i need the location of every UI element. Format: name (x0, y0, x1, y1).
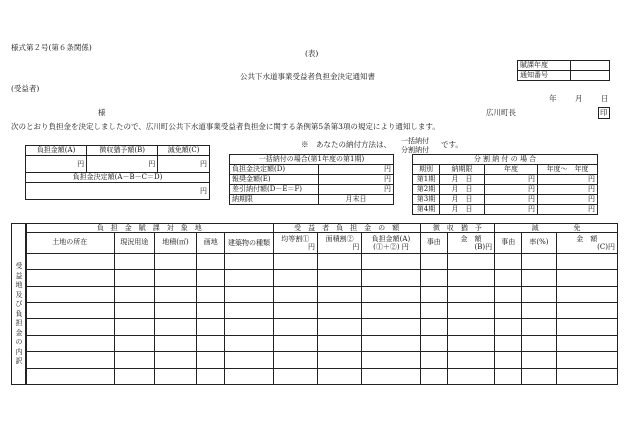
table-row (26, 352, 618, 368)
table-cell[interactable] (362, 352, 420, 368)
col-deferral-amount (447, 233, 494, 254)
table-cell[interactable] (522, 335, 556, 351)
table-cell[interactable] (154, 302, 196, 318)
table-cell[interactable] (317, 270, 361, 286)
table-cell[interactable] (420, 286, 447, 302)
burden-amount-label: 負担金額(A) (371, 234, 411, 243)
group-header-amount: 受 益 者 負 担 金 の 額 (273, 224, 420, 233)
table-cell[interactable] (197, 253, 225, 269)
col-deferral-reason: 事由 (420, 233, 447, 254)
yen-unit: 円 (401, 242, 409, 251)
detail-side-label: 受益地及び負担金の内訳 (15, 262, 23, 365)
lump-row-label: 差引納付額(D－E＝F) (230, 185, 319, 195)
table-cell[interactable] (317, 352, 361, 368)
table-cell[interactable] (114, 335, 154, 351)
deferral-amount-unit: (B)円 (474, 242, 493, 251)
table-cell[interactable] (556, 319, 617, 335)
front-side-label: (表) (305, 49, 319, 58)
lump-row-value: 円 (319, 175, 394, 185)
detail-table (25, 223, 618, 385)
table-cell[interactable] (197, 319, 225, 335)
notice-number-label: 通知番号 (518, 71, 571, 81)
table-cell[interactable] (362, 319, 420, 335)
reduction-amount-label: 金 額 (576, 234, 598, 243)
lump-deadline-label: 納期限 (230, 195, 319, 205)
installment-row (413, 205, 598, 215)
table-cell[interactable] (154, 335, 196, 351)
table-cell[interactable] (114, 302, 154, 318)
table-cell[interactable] (317, 319, 361, 335)
month-unit: 月 (451, 195, 459, 203)
table-cell[interactable] (154, 270, 196, 286)
table-cell[interactable] (362, 270, 420, 286)
period-deadline (440, 175, 485, 185)
table-cell[interactable] (317, 335, 361, 351)
period-amount-2: 円 (538, 175, 598, 185)
col-reduction-amount (556, 233, 617, 254)
table-cell[interactable] (447, 253, 494, 269)
table-cell[interactable] (197, 302, 225, 318)
yen-unit: 円 (200, 186, 207, 195)
table-cell[interactable] (273, 368, 317, 384)
table-cell[interactable] (273, 352, 317, 368)
table-cell[interactable] (420, 270, 447, 286)
form-number: 様式第２号(第６条関係) (11, 43, 92, 52)
decided-amount-value (26, 183, 210, 200)
table-row (26, 368, 618, 384)
area-share-label: 面積割② (325, 234, 354, 243)
detail-rows (26, 253, 618, 384)
official-seal-mark: 印 (600, 108, 608, 117)
table-cell[interactable] (495, 335, 522, 351)
table-cell[interactable] (362, 286, 420, 302)
table-cell[interactable] (26, 368, 115, 384)
day-unit: 日 (465, 205, 473, 213)
table-cell[interactable] (556, 352, 617, 368)
table-row (26, 253, 618, 269)
table-cell[interactable] (522, 270, 556, 286)
lump-row-label: 報奨金額(E) (230, 175, 319, 185)
table-cell[interactable] (154, 368, 196, 384)
month-unit: 月 (451, 175, 459, 183)
col-location: 土地の所在 (26, 233, 115, 254)
table-cell[interactable] (114, 319, 154, 335)
installment-title: 分 割 納 付 の 場 合 (413, 155, 598, 165)
table-cell[interactable] (362, 368, 420, 384)
payment-method-prefix: ※ あなたの納付方法は、 (301, 140, 391, 149)
table-cell[interactable] (114, 270, 154, 286)
fiscal-year-label: 賦課年度 (518, 61, 571, 71)
table-cell[interactable] (495, 352, 522, 368)
table-cell[interactable] (495, 286, 522, 302)
yen-unit: 円 (352, 242, 360, 251)
period-deadline (440, 205, 485, 215)
table-cell[interactable] (273, 253, 317, 269)
table-cell[interactable] (197, 368, 225, 384)
recipient-label: (受益者) (11, 84, 40, 93)
table-cell[interactable] (420, 352, 447, 368)
table-cell[interactable] (556, 286, 617, 302)
table-cell[interactable] (225, 270, 273, 286)
table-cell[interactable] (225, 302, 273, 318)
table-cell[interactable] (495, 319, 522, 335)
document-title: 公共下水道事業受益者負担金決定通知書 (240, 72, 375, 81)
installment-header: 年度 (485, 165, 538, 175)
table-cell[interactable] (317, 368, 361, 384)
col-burden-amount (362, 233, 420, 254)
fiscal-year-value (571, 61, 610, 71)
col-parcel: 画地 (197, 233, 225, 254)
table-row (26, 335, 618, 351)
table-cell[interactable] (522, 319, 556, 335)
deferral-amount-label: 金 額 (460, 234, 482, 243)
table-cell[interactable] (197, 335, 225, 351)
table-cell[interactable] (197, 270, 225, 286)
table-row (26, 302, 618, 318)
day-unit: 日 (465, 175, 473, 183)
table-cell[interactable] (522, 253, 556, 269)
equal-share-label: 均等割① (281, 234, 310, 243)
table-row (26, 286, 618, 302)
table-cell[interactable] (447, 352, 494, 368)
deferral-amount-value (87, 156, 158, 173)
table-cell[interactable] (26, 253, 115, 269)
table-cell[interactable] (273, 286, 317, 302)
month-unit: 月 (451, 185, 459, 193)
period-label: 第3期 (413, 195, 440, 205)
table-cell[interactable] (114, 352, 154, 368)
installment-table (412, 154, 598, 215)
table-cell[interactable] (273, 319, 317, 335)
table-cell[interactable] (114, 368, 154, 384)
payment-option-lump: 一括納付 (401, 137, 429, 145)
table-cell[interactable] (420, 319, 447, 335)
deferral-amount-header: 徴収猶予額(B) (87, 146, 158, 156)
table-cell[interactable] (26, 286, 115, 302)
yen-unit: 円 (307, 242, 315, 251)
group-header-land: 負 担 金 賦 課 対 象 地 (26, 224, 274, 233)
period-amount-2: 円 (538, 185, 598, 195)
group-header-reduction: 減 免 (495, 224, 618, 233)
reduction-amount-unit: (C)円 (597, 242, 615, 251)
period-deadline (440, 195, 485, 205)
honorific: 様 (98, 108, 106, 117)
table-cell[interactable] (225, 319, 273, 335)
installment-row (413, 185, 598, 195)
table-cell[interactable] (522, 302, 556, 318)
table-cell[interactable] (317, 302, 361, 318)
lump-row-value: 円 (319, 165, 394, 175)
table-cell[interactable] (26, 352, 115, 368)
installment-header: 納期限 (440, 165, 485, 175)
table-cell[interactable] (556, 335, 617, 351)
table-cell[interactable] (362, 302, 420, 318)
col-usage: 現況用途 (114, 233, 154, 254)
table-cell[interactable] (495, 253, 522, 269)
reduction-amount-header: 減免額(C) (158, 146, 210, 156)
payment-method-suffix: です。 (441, 140, 463, 149)
period-amount-1: 円 (485, 195, 538, 205)
yen-unit: 円 (148, 159, 156, 168)
table-cell[interactable] (225, 253, 273, 269)
period-label: 第1期 (413, 175, 440, 185)
table-cell[interactable] (362, 335, 420, 351)
table-cell[interactable] (447, 302, 494, 318)
table-cell[interactable] (225, 352, 273, 368)
period-deadline (440, 185, 485, 195)
col-reduction-rate: 率(%) (522, 233, 556, 254)
yen-unit: 円 (200, 159, 207, 168)
installment-header: 期別 (413, 165, 440, 175)
burden-amount-sub (364, 243, 417, 251)
period-label: 第4期 (413, 205, 440, 215)
table-row (26, 270, 618, 286)
table-cell[interactable] (556, 302, 617, 318)
table-cell[interactable] (556, 253, 617, 269)
table-cell[interactable] (317, 253, 361, 269)
table-cell[interactable] (522, 352, 556, 368)
table-cell[interactable] (154, 352, 196, 368)
table-cell[interactable] (447, 270, 494, 286)
table-cell[interactable] (225, 368, 273, 384)
lump-row-value: 円 (319, 185, 394, 195)
table-cell[interactable] (273, 335, 317, 351)
table-cell[interactable] (26, 335, 115, 351)
intro-text: 次のとおり負担金を決定しましたので、広川町公共下水道事業受益者負担金に関する条例第5条第3項の規定により通知します。 (11, 122, 440, 131)
table-cell[interactable] (556, 270, 617, 286)
table-cell[interactable] (447, 286, 494, 302)
table-row (26, 319, 618, 335)
lump-sum-table (229, 154, 394, 205)
day-unit: 日 (465, 195, 473, 203)
table-cell[interactable] (197, 286, 225, 302)
table-cell[interactable] (154, 319, 196, 335)
table-cell[interactable] (154, 253, 196, 269)
fiscal-year-notice-box (517, 60, 610, 81)
table-cell[interactable] (225, 335, 273, 351)
table-cell[interactable] (420, 253, 447, 269)
burden-amount-value (26, 156, 87, 173)
month-unit: 月 (451, 205, 459, 213)
col-area-share (317, 233, 361, 254)
table-cell[interactable] (495, 302, 522, 318)
installment-row (413, 175, 598, 185)
table-cell[interactable] (114, 286, 154, 302)
table-cell[interactable] (522, 368, 556, 384)
period-amount-1: 円 (485, 175, 538, 185)
installment-header: 年度～ 年度 (538, 165, 598, 175)
mayor-label: 広川町長 (486, 108, 516, 117)
period-label: 第2期 (413, 185, 440, 195)
date-year: 年 (549, 94, 557, 103)
col-building: 建築物の種類 (225, 233, 273, 254)
table-cell[interactable] (362, 253, 420, 269)
date-month: 月 (575, 94, 583, 103)
table-cell[interactable] (273, 270, 317, 286)
burden-formula: (①＋②) (373, 242, 400, 251)
table-cell[interactable] (273, 302, 317, 318)
decided-amount-header: 負担金決定額(A－B－C＝D) (26, 173, 210, 183)
burden-amount-header: 負担金額(A) (26, 146, 87, 156)
table-cell[interactable] (556, 368, 617, 384)
table-cell[interactable] (420, 368, 447, 384)
yen-unit: 円 (77, 159, 85, 168)
col-reduction-reason: 事由 (495, 233, 522, 254)
day-unit: 日 (465, 185, 473, 193)
table-cell[interactable] (225, 286, 273, 302)
notice-number-value (571, 71, 610, 81)
col-area: 地積(㎡) (154, 233, 196, 254)
table-cell[interactable] (317, 286, 361, 302)
lump-row-label: 負担金決定額(D) (230, 165, 319, 175)
reduction-amount-value (158, 156, 210, 173)
table-cell[interactable] (522, 286, 556, 302)
lump-deadline-value: 月末日 (319, 195, 394, 205)
period-amount-2: 円 (538, 205, 598, 215)
col-equal-share (273, 233, 317, 254)
installment-row (413, 195, 598, 205)
table-cell[interactable] (447, 335, 494, 351)
table-cell[interactable] (447, 319, 494, 335)
period-amount-1: 円 (485, 205, 538, 215)
table-cell[interactable] (495, 270, 522, 286)
lump-sum-title: 一括納付の場合(第1年度の第1期) (230, 155, 394, 165)
period-amount-2: 円 (538, 195, 598, 205)
table-cell[interactable] (154, 286, 196, 302)
payment-option-installment: 分割納付 (401, 146, 429, 154)
table-cell[interactable] (447, 368, 494, 384)
date-day: 日 (601, 94, 609, 103)
table-cell[interactable] (197, 352, 225, 368)
table-cell[interactable] (26, 302, 115, 318)
group-header-deferral: 徴 収 猶 予 (420, 224, 494, 233)
amount-table (25, 145, 210, 200)
table-cell[interactable] (26, 270, 115, 286)
table-cell[interactable] (420, 302, 447, 318)
table-cell[interactable] (420, 335, 447, 351)
table-cell[interactable] (495, 368, 522, 384)
table-cell[interactable] (26, 319, 115, 335)
table-cell[interactable] (114, 253, 154, 269)
period-amount-1: 円 (485, 185, 538, 195)
